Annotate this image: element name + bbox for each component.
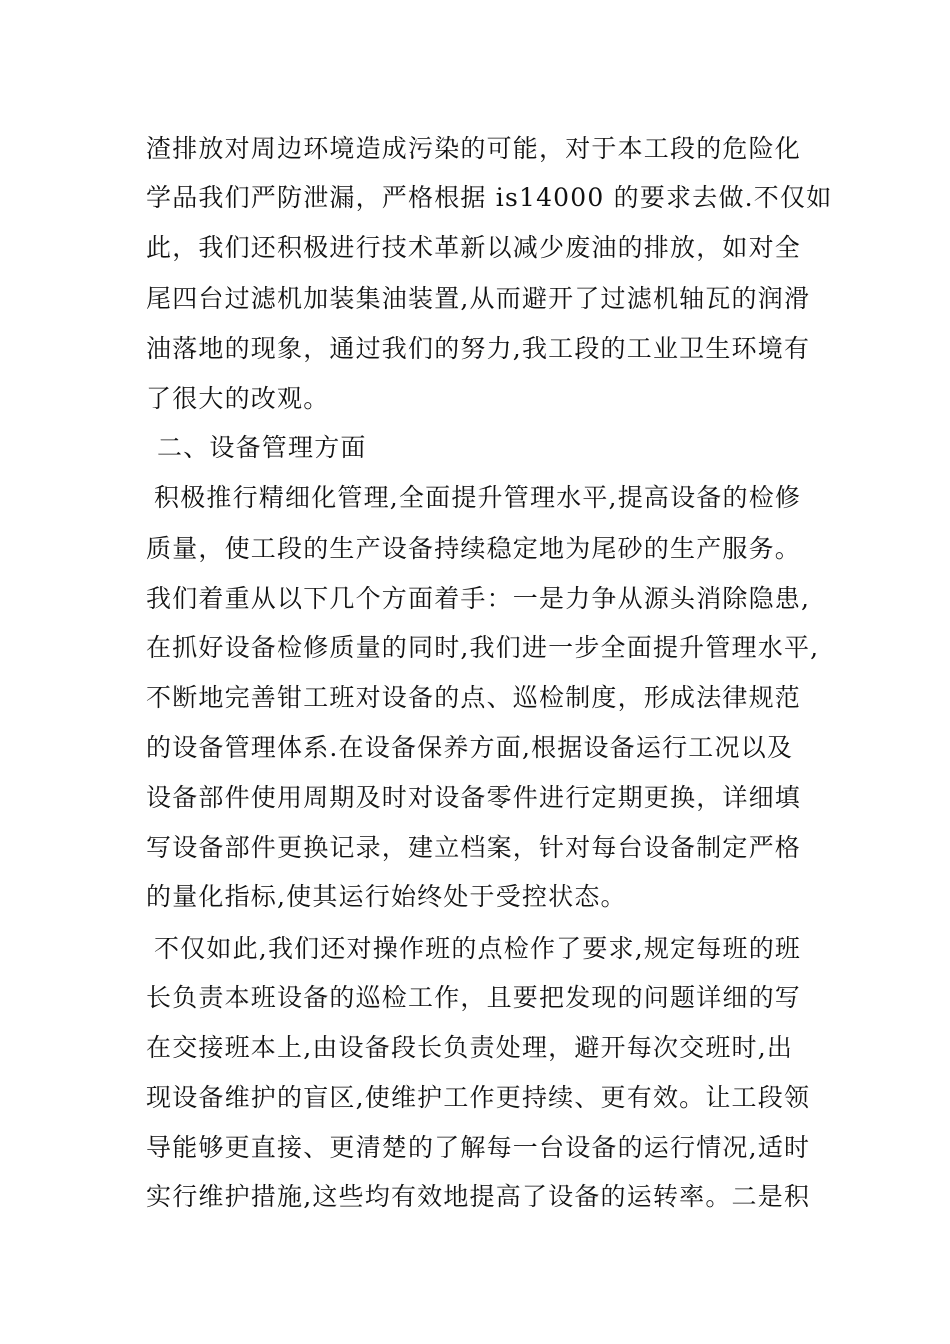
text-line-22: 实行维护措施,这些均有效地提高了设备的运转率。二是积	[146, 1182, 811, 1211]
section-heading: 二、设备管理方面	[157, 433, 367, 462]
text-line-18: 长负责本班设备的巡检工作，且要把发现的问题详细的写	[146, 983, 802, 1012]
text-line-13: 的设备管理体系.在设备保养方面,根据设备运行工况以及	[146, 733, 794, 762]
text-line-11: 在抓好设备检修质量的同时,我们进一步全面提升管理水平,	[146, 633, 820, 662]
text-line-9: 质量，使工段的生产设备持续稳定地为尾砂的生产服务。	[146, 534, 802, 563]
text-line-8: 积极推行精细化管理,全面提升管理水平,提高设备的检修	[154, 483, 802, 512]
text-line-21: 导能够更直接、更清楚的了解每一台设备的运行情况,适时	[146, 1133, 811, 1162]
text-line-16: 的量化指标,使其运行始终处于受控状态。	[146, 882, 627, 911]
text-line-10: 我们着重从以下几个方面着手：一是力争从源头消除隐患,	[146, 584, 811, 613]
text-line-12: 不断地完善钳工班对设备的点、巡检制度，形成法律规范	[146, 683, 802, 712]
text-line-3: 此，我们还积极进行技术革新以减少废油的排放，如对全	[146, 233, 802, 262]
text-line-14: 设备部件使用周期及时对设备零件进行定期更换，详细填	[146, 783, 802, 812]
text-line-20: 现设备维护的盲区,使维护工作更持续、更有效。让工段领	[146, 1083, 811, 1112]
text-line-2: 学品我们严防泄漏，严格根据 is14000 的要求去做.不仅如	[146, 183, 833, 212]
text-line-1: 渣排放对周边环境造成污染的可能，对于本工段的危险化	[146, 134, 802, 163]
text-line-5: 油落地的现象，通过我们的努力,我工段的工业卫生环境有	[146, 334, 811, 363]
text-line-6: 了很大的改观。	[146, 384, 330, 413]
text-line-4: 尾四台过滤机加装集油装置,从而避开了过滤机轴瓦的润滑	[146, 284, 811, 313]
text-line-15: 写设备部件更换记录，建立档案，针对每台设备制定严格	[146, 833, 802, 862]
text-line-17: 不仅如此,我们还对操作班的点检作了要求,规定每班的班	[154, 934, 802, 963]
text-line-19: 在交接班本上,由设备段长负责处理，避开每次交班时,出	[146, 1033, 794, 1062]
